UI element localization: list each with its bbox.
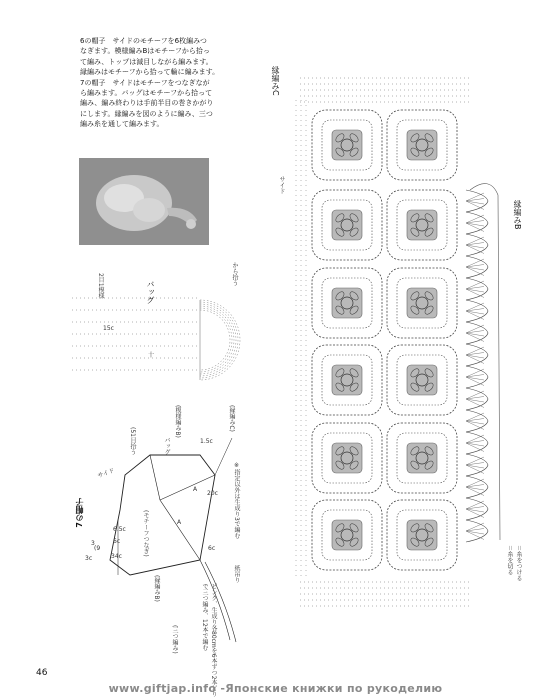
edging-b-scallop [466,498,488,520]
motif-center [332,210,362,240]
schematic-note: ※指定以外は生成り3で編む [233,462,240,539]
edging-b-stitch [466,465,484,474]
edging-b-stitch [466,531,484,534]
bag-arc [200,306,234,374]
edging-b-scallop [466,388,488,410]
edging-b-stitch [466,487,484,490]
motif-center [332,130,362,160]
schematic-title: 7の帽子 [75,498,84,528]
edging-b-stitch [466,223,484,226]
edging-b-stitch [466,245,484,248]
edging-b-stitch [466,311,484,314]
motif-center [332,520,362,550]
edging-b-stitch [466,355,484,364]
bag-label: バッグ [146,280,155,304]
bag-round-label: 2目1模様 [97,273,104,299]
schematic-brown-label: 紙吊り [233,565,240,583]
edging-b-scallop [466,454,488,476]
edging-b-scallop [466,256,488,278]
schematic-edging-b-label: (縁編みB) [153,575,160,602]
edging-b-stitch [466,289,484,298]
motif-center [407,365,437,395]
edging-b-label: 縁編みB [513,200,522,230]
motif-center [407,130,437,160]
instructions-paragraph-7: 7の帽子 サイドはモチーフをつなぎなが ら編みます。バッグはモチーフから拾って 編み、編み終わりは手前半目の巻きかがり にします。縁編みを図のように編み、三つ 編み糸を通して編みます。 [80,78,214,129]
motif-center [407,520,437,550]
edging-b-scallop [466,520,488,542]
edging-b-outline [470,184,500,540]
edging-b-stitch [466,267,484,270]
schematic-65c-label: 6.5c [113,526,126,533]
edging-b-stitch [466,421,484,430]
schematic-edging-c-label: (縁編みC) [228,405,235,432]
edging-b-stitch [466,333,484,336]
schematic-20c-label: 20c [207,490,218,497]
edging-b-stitch [466,443,484,446]
edging-b-scallop [466,344,488,366]
edging-b-scallop [466,212,488,234]
footer-watermark: www.giftjap.info -Японские книжки по рукоделию [108,682,443,695]
edging-b-stitch [466,487,484,496]
schematic-motif-label: (モチーフつなぎ) [142,510,149,557]
motif-center [407,443,437,473]
bag-cross-label: 十 [148,352,155,359]
motif-center [332,365,362,395]
edging-b-stitch [466,223,484,232]
edging-b-scallop [466,322,488,344]
legend-attach-yarn: ＝糸をつける [515,545,522,582]
schematic-3-label: 3 [91,540,95,547]
edging-b-stitch [466,421,484,424]
schematic-3c-label: 3c [85,555,93,562]
bag-arc [200,304,236,376]
edging-b-scallop [466,234,488,256]
motif-center [407,288,437,318]
side-label: サイド [278,176,285,194]
edging-b-scallop [466,476,488,498]
schematic-9-label: (9 [94,545,101,552]
edging-b-scallop [466,366,488,388]
edging-b-stitch [466,377,484,380]
motif-center [332,443,362,473]
schematic-braid-note: ピンク、生成り各80cmを6本ずつ2本どりで三つ編み、12本で編む [201,583,217,698]
edging-b-scallop [466,278,488,300]
edging-b-stitch [466,465,484,468]
edging-b-stitch [466,311,484,320]
bag-15c-label: 15c [103,325,114,332]
schematic-inner-line [150,455,200,560]
edging-b-stitch [466,531,484,540]
schematic-leader [215,438,232,475]
instructions-paragraph-6: 6の帽子 サイドのモチーフを6枚編みつ なぎます。模様編みBはモチーフから拾っ て編み、トップは減目しながら編みます。 縁編みはモチーフから拾って輪に編みます。 [80,37,220,77]
bag-arc [200,308,232,372]
page-number: 46 [36,668,48,678]
edging-b-stitch [466,333,484,342]
edging-b-stitch [466,355,484,358]
bag-arc [200,302,238,378]
schematic-a-label-1: A [193,486,198,493]
schematic-pickup-label: (51目拾う [129,427,136,455]
motif-center [407,210,437,240]
schematic-bag-label: バッグ [163,437,170,455]
legend-cut-yarn: ＝糸を切る [506,545,513,576]
schematic-6c-label: 6c [113,538,121,545]
schematic-braid-label: (三つ編み) [171,625,178,654]
edging-b-stitch [466,377,484,386]
edging-b-stitch [466,509,484,512]
schematic-6c-bottom-label: 6c [208,545,216,552]
schematic-34c-label: 34c [111,553,122,560]
edging-b-stitch [466,399,484,402]
schematic-outline [110,455,215,575]
schematic-15c-label: 1.5c [200,438,213,445]
edging-b-stitch [466,201,484,204]
edging-b-scallop [466,410,488,432]
edging-c-label: 縁編みC [271,66,280,96]
schematic-side-label: サイド [96,467,116,480]
bag-pickup-label: から拾う [231,262,238,286]
edging-b-stitch [466,267,484,276]
bag-arc [200,310,230,370]
schematic-a-label-2: A [177,519,182,526]
edging-b-stitch [466,245,484,254]
edging-b-scallop [466,432,488,454]
edging-b-stitch [466,443,484,452]
edging-b-stitch [466,509,484,518]
edging-b-scallop [466,190,488,212]
edging-b-stitch [466,399,484,408]
edging-b-scallop [466,300,488,322]
motif-center [332,288,362,318]
schematic-pattern-b-label: (模様編みB) [174,405,181,438]
edging-b-stitch [466,289,484,292]
edging-b-stitch [466,201,484,210]
